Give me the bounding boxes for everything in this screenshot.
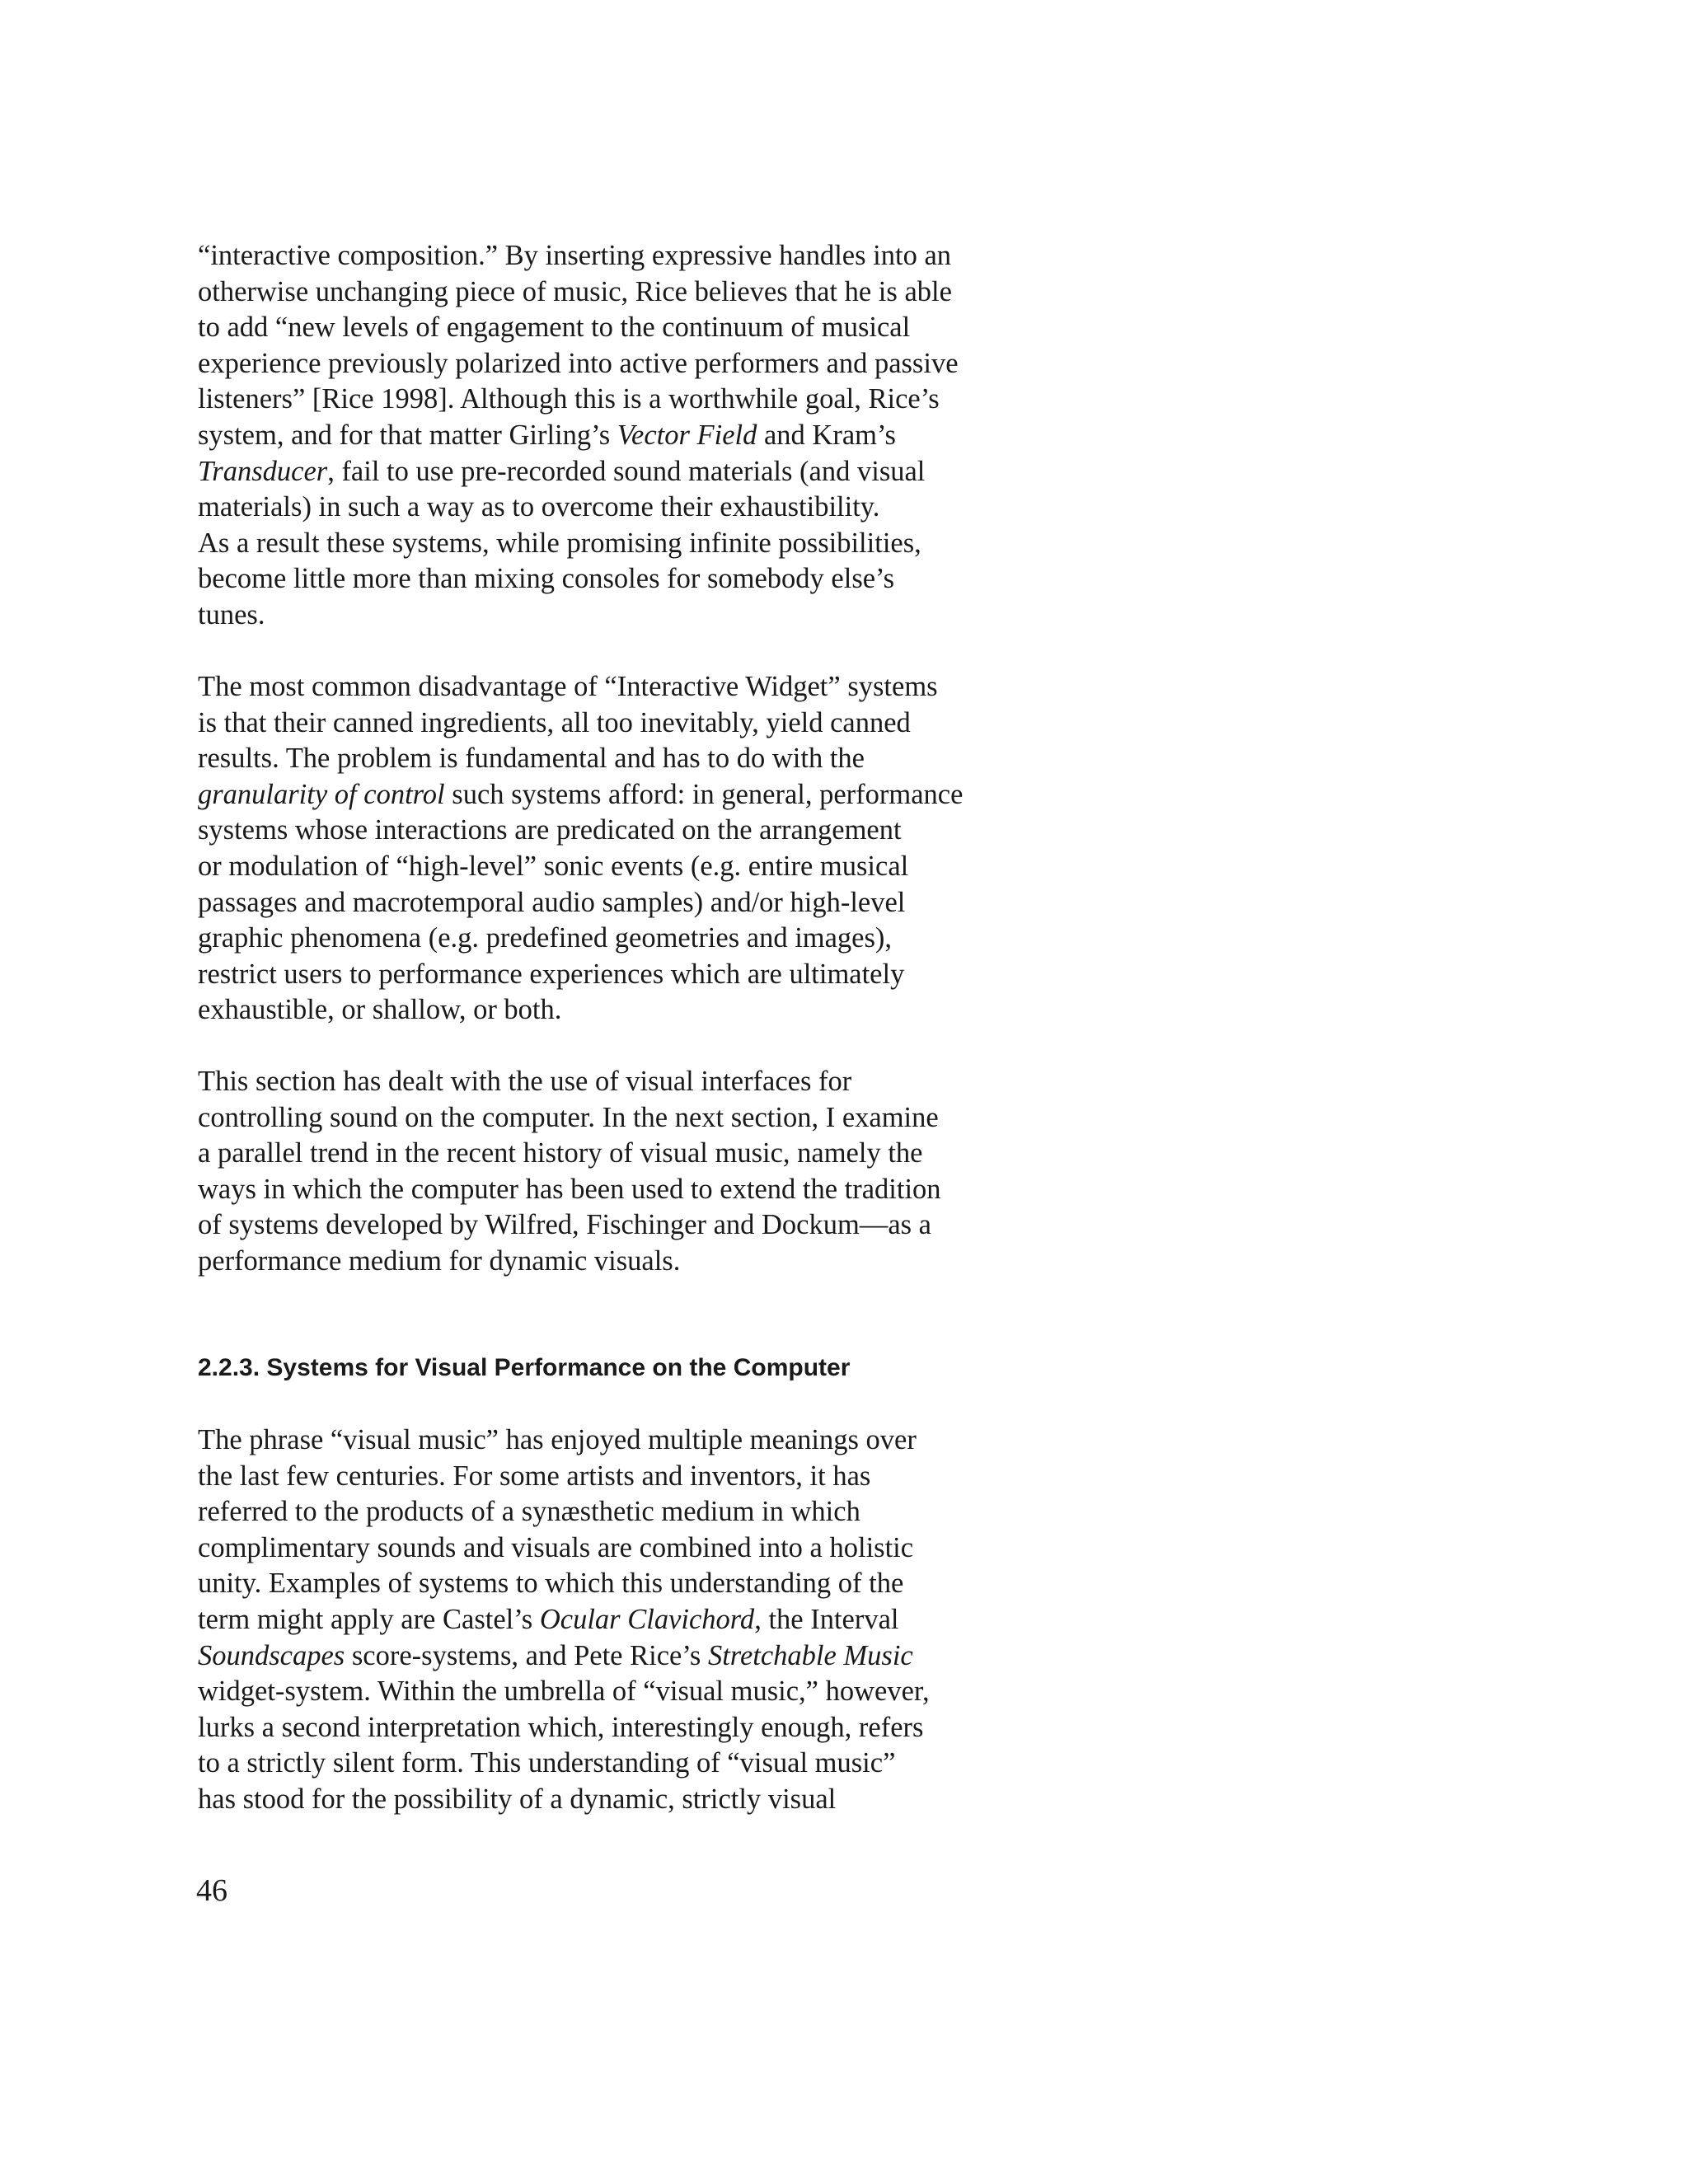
text-line: [198, 1638, 1055, 1675]
text-line: referred to the products of a synæsthetic medium in which: [198, 1496, 860, 1528]
text-line: a parallel trend in the recent history of visual music, namely the: [198, 1137, 923, 1169]
italic-text: Ocular Clavichord: [539, 1603, 755, 1635]
text-line: widget-system. Within the umbrella of “visual music,” however,: [198, 1675, 930, 1708]
text-line: or modulation of “high-level” sonic events (e.g. entire musical: [198, 850, 909, 882]
text-line: [198, 777, 1055, 813]
text-line: of systems developed by Wilfred, Fischinger and Dockum—as a: [198, 1209, 931, 1241]
page-number: 46: [196, 1873, 227, 1908]
text-line: The phrase “visual music” has enjoyed multiple meanings over: [198, 1424, 917, 1455]
text-line: complimentary sounds and visuals are combined into a holistic: [198, 1531, 914, 1563]
text-line: listeners” [Rice 1998]. Although this is a worthwhile goal, Rice’s: [198, 383, 940, 415]
text-line: This section has dealt with the use of visual interfaces for: [198, 1066, 852, 1097]
italic-text: granularity of control: [198, 778, 445, 810]
text-line: passages and macrotemporal audio samples) and/or high-level: [198, 886, 906, 918]
text-line: is that their canned ingredients, all too inevitably, yield canned: [198, 706, 911, 738]
text-line: results. The problem is fundamental and has to do with the: [198, 743, 865, 775]
text-line: materials) in such a way as to overcome their exhaustibility.: [198, 491, 880, 523]
text-line: [198, 1602, 1055, 1638]
italic-text: Transducer: [198, 455, 328, 487]
text-segment: term might apply are Castel’s: [198, 1603, 540, 1635]
text-line: [198, 418, 1055, 454]
text-line: experience previously polarized into active performers and passive: [198, 347, 959, 379]
text-segment: , the Interval: [754, 1603, 899, 1635]
text-line: lurks a second interpretation which, interestingly enough, refers: [198, 1711, 924, 1743]
text-line: ways in which the computer has been used to extend the tradition: [198, 1173, 941, 1205]
text-line: systems whose interactions are predicated on the arrangement: [198, 814, 902, 846]
paragraph-1: [198, 238, 1055, 634]
text-line: performance medium for dynamic visuals.: [198, 1244, 681, 1277]
text-line: [198, 454, 1055, 490]
text-line: has stood for the possibility of a dynamic, strictly visual: [198, 1783, 837, 1815]
text-line: exhaustible, or shallow, or both.: [198, 994, 562, 1026]
text-line: unity. Examples of systems to which this understanding of the: [198, 1568, 904, 1600]
text-segment: , fail to use pre-recorded sound materials (and visual: [327, 455, 926, 487]
text-line: tunes.: [198, 598, 265, 630]
italic-text: Vector Field: [617, 419, 757, 451]
text-line: graphic phenomena (e.g. predefined geometries and images),: [198, 922, 893, 954]
text-segment: such systems afford: in general, performance: [444, 778, 964, 810]
text-line: to a strictly silent form. This understanding of “visual music”: [198, 1747, 896, 1779]
paragraph-4: [198, 1422, 1055, 1818]
text-line: As a result these systems, while promising infinite possibilities,: [198, 527, 921, 559]
text-line: “interactive composition.” By inserting expressive handles into an: [198, 240, 952, 271]
text-segment: and Kram’s: [757, 419, 896, 451]
text-line: otherwise unchanging piece of music, Rice believes that he is able: [198, 275, 952, 307]
text-segment: score-systems, and Pete Rice’s: [345, 1639, 708, 1671]
text-line: become little more than mixing consoles for somebody else’s: [198, 563, 895, 595]
text-segment: system, and for that matter Girling’s: [198, 419, 617, 451]
text-line: the last few centuries. For some artists and inventors, it has: [198, 1460, 871, 1492]
italic-text: Stretchable Music: [707, 1639, 913, 1671]
italic-text: Soundscapes: [198, 1639, 345, 1671]
paragraph-2: [198, 669, 1055, 1029]
text-line: to add “new levels of engagement to the continuum of musical: [198, 312, 911, 344]
text-line: controlling sound on the computer. In the next section, I examine: [198, 1101, 939, 1133]
text-line: The most common disadvantage of “Interactive Widget” systems: [198, 671, 938, 702]
paragraph-3: [198, 1064, 1055, 1280]
section-heading: 2.2.3. Systems for Visual Performance on the Computer: [198, 1354, 851, 1381]
text-line: restrict users to performance experiences which are ultimately: [198, 958, 905, 990]
